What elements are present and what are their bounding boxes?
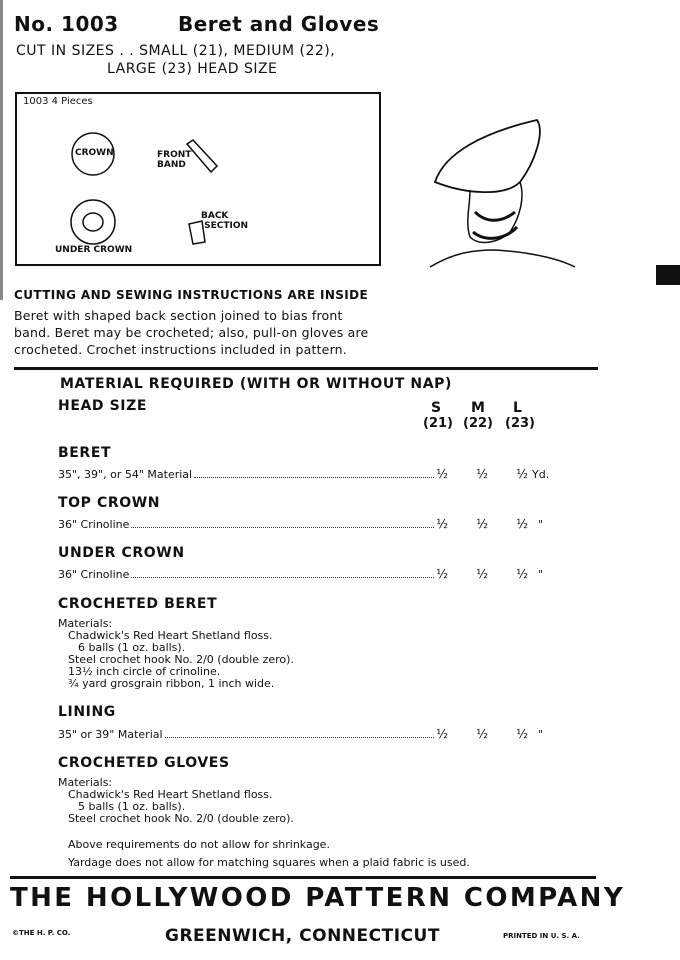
crocheted-beret-materials — [58, 618, 294, 690]
beret-illustration — [425, 112, 585, 272]
size-21: (21) — [423, 416, 453, 431]
row-label: 35" or 39" Material — [58, 728, 163, 741]
materials-line: Steel crochet hook No. 2/0 (double zero). — [68, 653, 294, 666]
company-name: THE HOLLYWOOD PATTERN COMPANY — [10, 883, 626, 913]
value-s: ½ — [436, 727, 448, 741]
size-22: (22) — [463, 416, 493, 431]
scan-edge — [0, 0, 3, 300]
pieces-box — [15, 92, 381, 266]
materials-line: Chadwick's Red Heart Shetland floss. — [68, 788, 273, 801]
value-s: ½ — [436, 567, 448, 581]
section-crocheted-gloves: CROCHETED GLOVES — [58, 755, 230, 771]
crocheted-gloves-materials — [58, 777, 294, 825]
pattern-number: No. 1003 — [14, 12, 119, 36]
row-label: 36" Crinoline — [58, 518, 130, 531]
materials-line: 5 balls (1 oz. balls). — [78, 800, 186, 813]
piece-label: BACK SECTION — [201, 211, 249, 231]
value-m: ½ — [476, 567, 488, 581]
pieces-heading: 1003 4 Pieces — [23, 96, 93, 107]
section-lining: LINING — [58, 704, 116, 720]
materials-line: 6 balls (1 oz. balls). — [78, 641, 186, 654]
unit: " — [538, 568, 544, 581]
material-row — [58, 567, 558, 581]
instructions-heading: CUTTING AND SEWING INSTRUCTIONS ARE INSIDE — [14, 288, 369, 302]
section-crocheted-beret: CROCHETED BERET — [58, 596, 218, 612]
divider — [14, 367, 598, 370]
materials-line: Chadwick's Red Heart Shetland floss. — [68, 629, 273, 642]
piece-label: CROWN — [75, 148, 114, 158]
row-label: 35", 39", or 54" Material — [58, 468, 193, 481]
materials-line: Steel crochet hook No. 2/0 (double zero). — [68, 812, 294, 825]
printed-in: PRINTED IN U. S. A. — [503, 932, 580, 940]
value-s: ½ — [436, 467, 448, 481]
value-m: ½ — [476, 467, 488, 481]
materials-heading: MATERIAL REQUIRED (WITH OR WITHOUT NAP) — [60, 376, 453, 392]
piece-label: FRONT BAND — [157, 150, 192, 170]
value-s: ½ — [436, 517, 448, 531]
value-l: ½ — [516, 517, 528, 531]
description-line: crocheted. Crochet instructions included in pattern. — [14, 342, 347, 357]
unit: Yd. — [532, 468, 550, 481]
materials-line: 13½ inch circle of crinoline. — [68, 665, 221, 678]
value-m: ½ — [476, 727, 488, 741]
head-size-label: HEAD SIZE — [58, 398, 148, 414]
description — [14, 307, 368, 358]
material-row — [58, 517, 558, 531]
size-l: L — [513, 400, 522, 416]
size-23: (23) — [505, 416, 535, 431]
row-label: 36" Crinoline — [58, 568, 130, 581]
divider — [10, 876, 596, 879]
company-city: GREENWICH, CONNECTICUT — [165, 926, 440, 946]
section-under-crown: UNDER CROWN — [58, 545, 185, 561]
note: Above requirements do not allow for shrinkage. — [68, 838, 330, 851]
description-line: Beret with shaped back section joined to bias front — [14, 308, 343, 323]
front-band-piece — [187, 140, 217, 172]
note: Yardage does not allow for matching squares when a plaid fabric is used. — [68, 856, 470, 869]
piece-label: UNDER CROWN — [55, 245, 133, 255]
page-tab-mark — [656, 265, 680, 285]
unit: " — [538, 728, 544, 741]
sizes-line-2: LARGE (23) HEAD SIZE — [107, 61, 278, 77]
value-m: ½ — [476, 517, 488, 531]
notes — [68, 836, 470, 872]
value-l: ½ — [516, 567, 528, 581]
copyright: ©THE H. P. CO. — [12, 929, 71, 937]
materials-line: Materials: — [58, 617, 113, 630]
under-crown-piece — [71, 200, 115, 244]
size-s: S — [431, 400, 442, 416]
pieces-diagram — [17, 94, 379, 264]
section-top-crown: TOP CROWN — [58, 495, 161, 511]
pattern-title: Beret and Gloves — [178, 12, 380, 36]
materials-line: Materials: — [58, 776, 113, 789]
section-beret: BERET — [58, 445, 112, 461]
materials-line: ¾ yard grosgrain ribbon, 1 inch wide. — [68, 677, 275, 690]
material-row — [58, 467, 558, 481]
value-l: ½ — [516, 467, 528, 481]
material-row — [58, 727, 558, 741]
sizes-line-1: CUT IN SIZES . . SMALL (21), MEDIUM (22), — [16, 43, 336, 59]
size-m: M — [471, 400, 485, 416]
description-line: band. Beret may be crocheted; also, pull-on gloves are — [14, 325, 369, 340]
value-l: ½ — [516, 727, 528, 741]
unit: " — [538, 518, 544, 531]
